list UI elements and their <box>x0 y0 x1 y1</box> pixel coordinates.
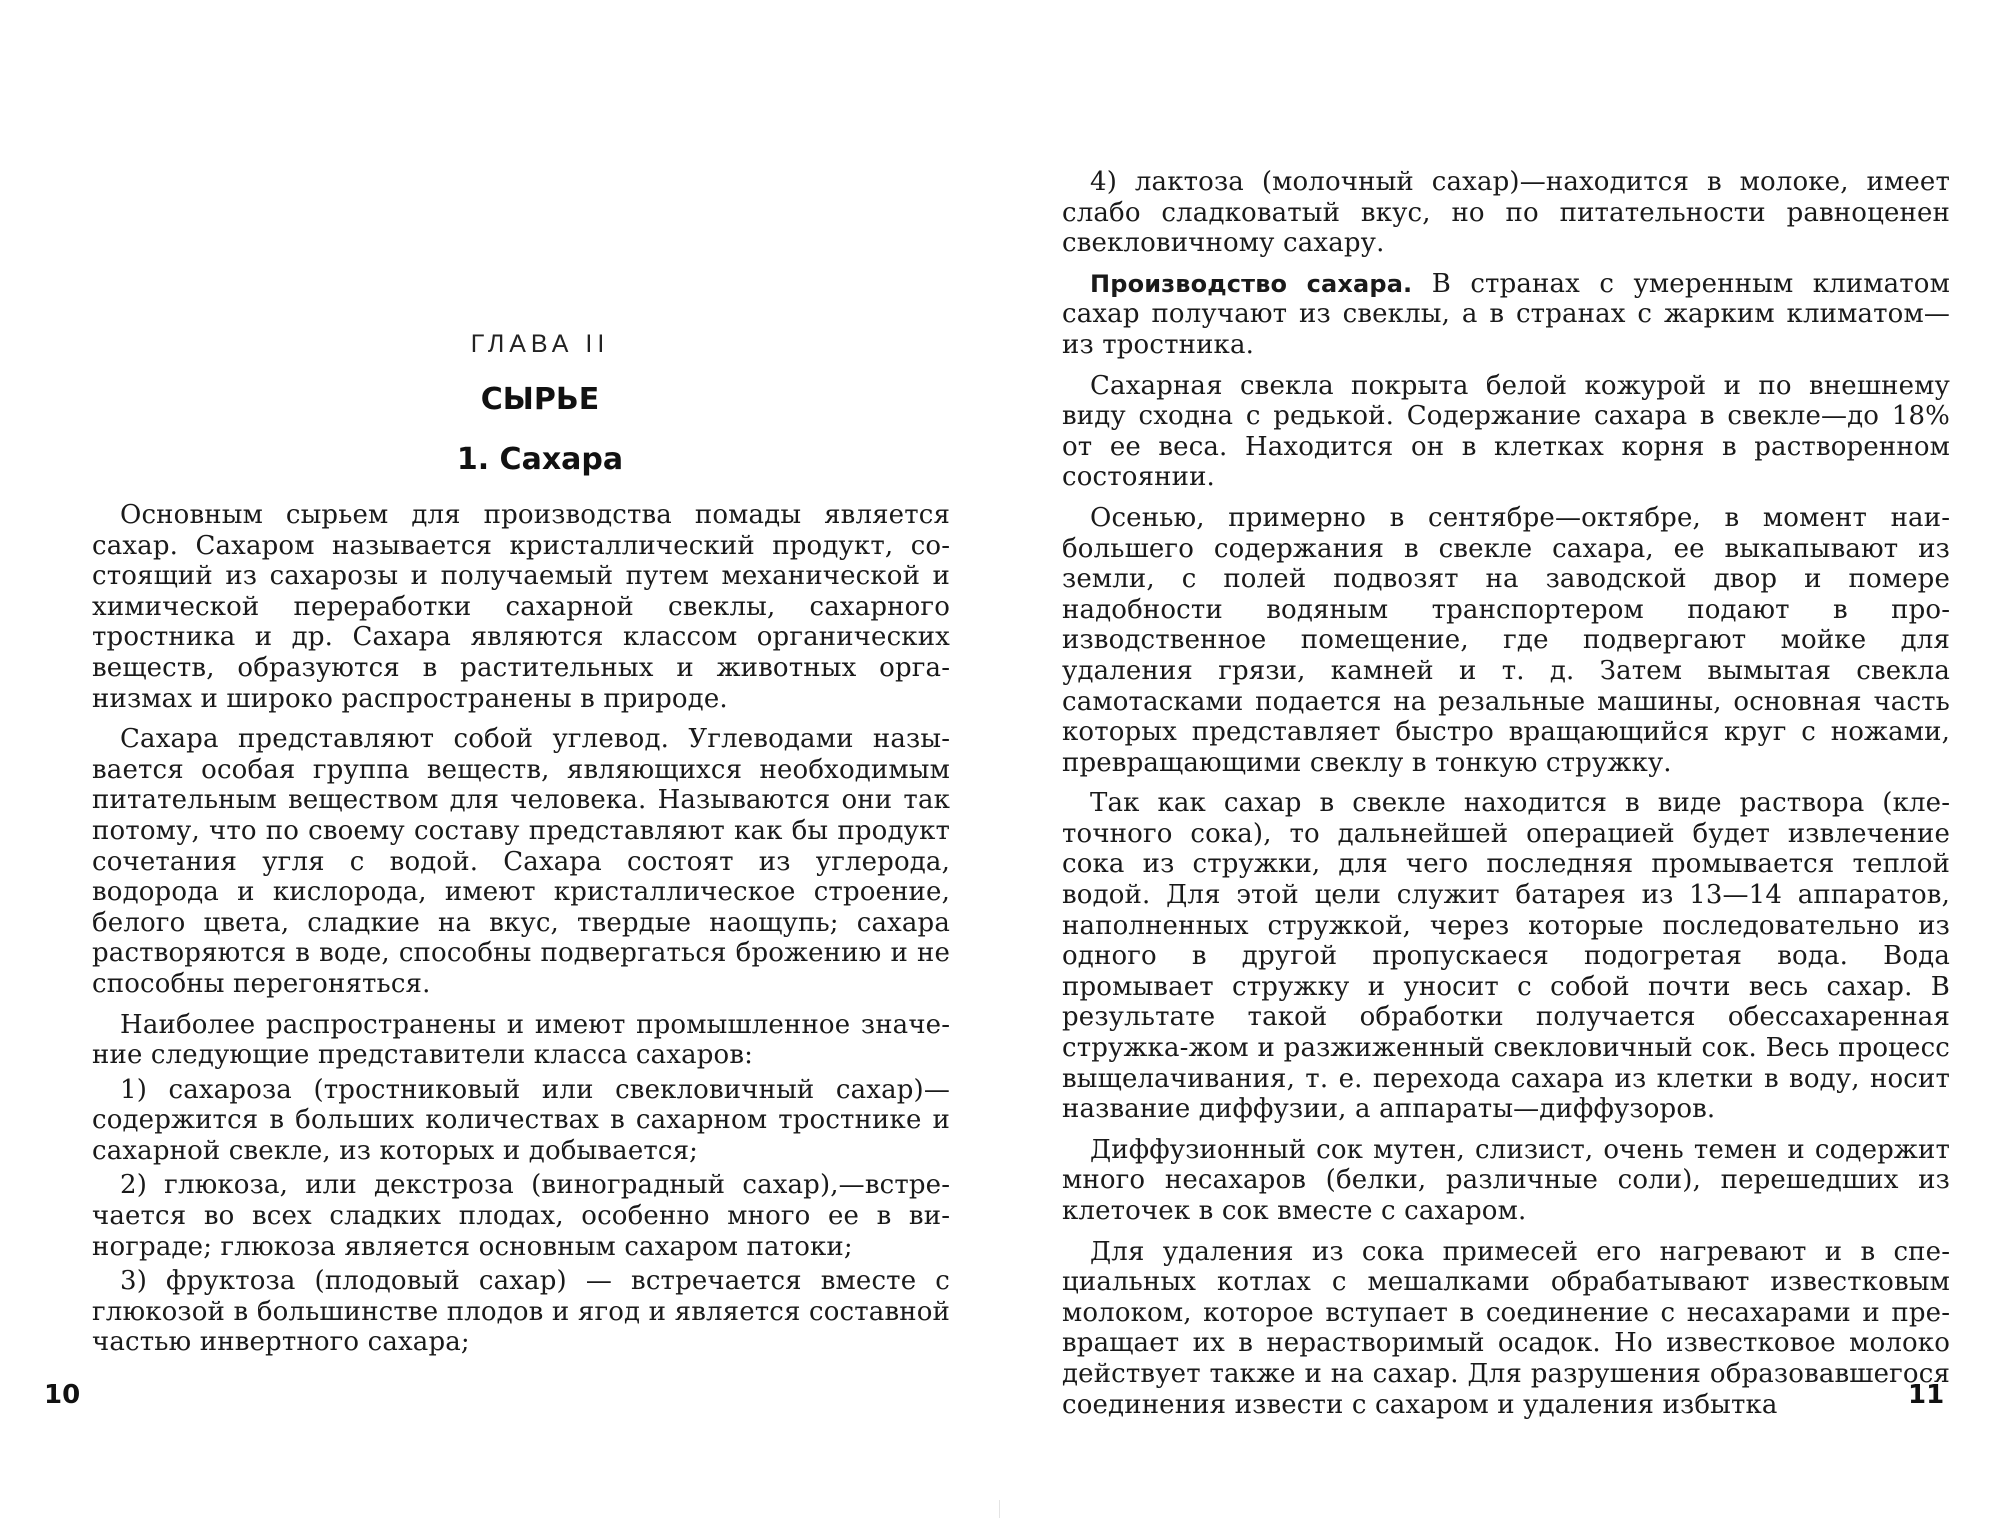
paragraph: Диффузионный сок мутен, слизист, очень темен и содержит много несахаров (белки, различные соли), перешедших из клеточек в сок вместе с сахаром. <box>1062 1134 1950 1226</box>
gutter-fold-mark <box>999 1500 1000 1518</box>
paragraph: Осенью, примерно в сентябре—октябре, в момент наибольшего содержания в свекле сахара, ее выкапывают из земли, с полей подвозят на заводской двор и помере надобности водяным транспортером подают в производственное помещение, где подвергают мойке для удаления грязи, камней и т. д. Затем вымытая свекла самотасками подается на резальные машины, основная часть которых представляет быстро вращающийся круг с ножами, превращающими свеклу в тонкую стружку. <box>1062 502 1950 778</box>
section-title: 1. Сахара <box>456 442 624 477</box>
paragraph: Так как сахар в свекле находится в виде раствора (клеточного сока), то дальнейшей операцией будет извлечение сока из стружки, для чего последняя промывается теплой водой. Для этой цели служит батарея из 13—14 аппаратов, наполненных стружкой, через которые последовательно из одного в другой пропускаеся подогретая вода. Вода промывает стружку и уносит с собой почти весь сахар. В результате такой обработки получается обессахаренная стружка-жом и разжиженный свекловичный сок. Весь процесс выщелачивания, т. е. перехода сахара из клетки в воду, носит название диффузии, а аппараты—диффузоров. <box>1062 788 1950 1125</box>
list-item-sucrose: 1) сахароза (тростниковый или свекловичный сахар)— содержится в больших количествах в сахарном тростнике и сахарной свекле, из которых и добывается; <box>92 1074 950 1166</box>
paragraph: Основным сырьем для производства помады является сахар. Сахаром называется кристаллический продукт, состоящий из сахарозы и получаемый путем механической и химической переработки сахарной свеклы, сахарного тростника и др. Сахара являются классом органических веществ, образуются в растительных и животных организмах и широко распространены в природе. <box>92 500 950 714</box>
list-item-lactose: 4) лактоза (молочный сахар)—находится в молоке, имеет слабо сладковатый вкус, но по питательности равноценен свекловичному сахару. <box>1062 167 1950 259</box>
paragraph-production-text: В странах с умеренным климатом сахар получают из свеклы, а в странах с жарким климатом—из тростника. <box>1062 268 1950 360</box>
run-in-heading: Производство сахара. <box>1090 269 1413 298</box>
paragraph: Сахара представляют собой углевод. Углеводами называется особая группа веществ, являющихся необходимым питательным веществом для человека. Называются они так потому, что по своему составу представляют как бы продукт сочетания угля с водой. Сахара состоят из углерода, водорода и кислорода, имеют кристаллическое строение, белого цвета, сладкие на вкус, твердые наощупь; сахара растворяются в воде, способны подвергаться брожению и не способны перегоняться. <box>92 724 950 999</box>
page-number: 10 <box>44 1380 81 1410</box>
chapter-title: СЫРЬЕ <box>480 382 600 417</box>
chapter-label: ГЛАВА II <box>470 330 610 358</box>
right-text-column <box>1062 167 1950 1420</box>
paragraph: Для удаления из сока примесей его нагревают и в специальных котлах с мешалками обрабатывают известковым молоком, которое вступает в соединение с несахарами и превращает их в нерастворимый осадок. Но известковое молоко действует также и на сахар. Для разрушения образовавшегося соединения извести с сахаром и удаления избытка <box>1062 1236 1950 1420</box>
paragraph: Сахарная свекла покрыта белой кожурой и по внешнему виду сходна с редькой. Содержание сахара в свекле—до 18% от ее веса. Находится он в клетках корня в растворенном состоянии. <box>1062 370 1950 493</box>
page-number: 11 <box>1908 1380 1945 1410</box>
list-item-glucose: 2) глюкоза, или декстроза (виноградный сахар),—встречается во всех сладких плодах, особенно много ее в винограде; глюкоза является основным сахаром патоки; <box>92 1170 950 1262</box>
paragraph: Наиболее распространены и имеют промышленное значение следующие представители класса сахаров: <box>92 1009 950 1071</box>
right-page <box>1000 0 2000 1518</box>
list-item-fructose: 3) фруктоза (плодовый сахар) — встречается вместе с глюкозой в большинстве плодов и ягод и является составной частью инвертного сахара; <box>92 1266 950 1358</box>
left-text-column <box>92 500 950 1358</box>
paragraph-production <box>1062 269 1950 361</box>
